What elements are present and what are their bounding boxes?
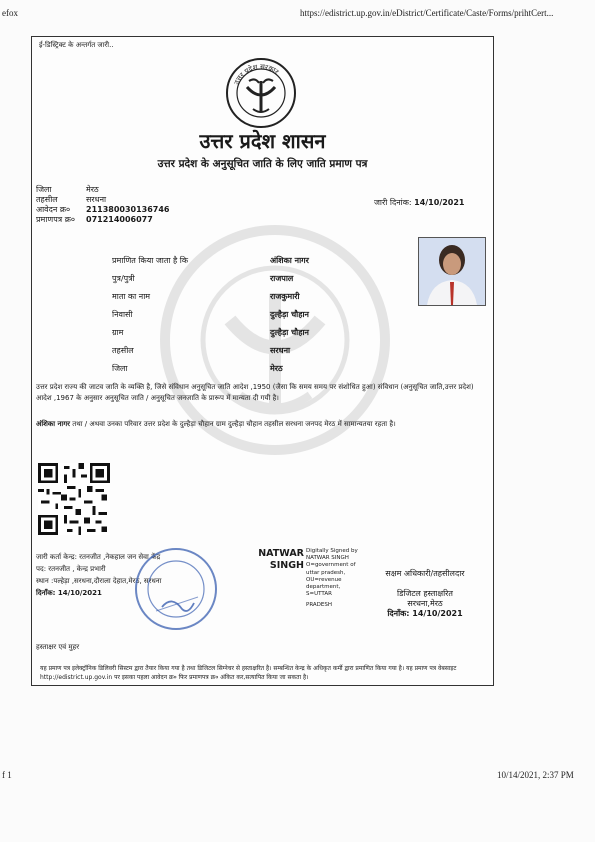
print-timestamp: 10/14/2021, 2:37 PM [497, 770, 574, 780]
meta-value: सरधना [86, 195, 107, 204]
signature-seal-label: हस्ताक्षर एवं मुहर [36, 643, 80, 651]
issuer-place: स्थान :पल्हेड़ा ,सरधना,दौराला देहात,मेरठ, सरधना [36, 577, 162, 585]
issue-date-label: जारी दिनांक: [374, 198, 412, 207]
details-value: दुल्हैड़ा चौहान [270, 310, 309, 319]
meta-label: प्रमाणपत्र क्र० [36, 215, 75, 224]
meta-value: मेरठ [86, 185, 99, 194]
authority-date: दिनाँक: 14/10/2021 [387, 609, 463, 618]
details-label: ग्राम [112, 328, 124, 337]
issued-under-note: ई-डिस्ट्रिक्ट के अन्तर्गत जारी.. [39, 41, 114, 49]
issuer-center: जारी कर्ता केन्द्र: रतनजीत ,नेकहाल जन सेवा केंद्र [36, 553, 161, 561]
signature-detail: S=UTTAR [306, 591, 332, 598]
residence-statement [36, 419, 488, 430]
residence-name: अंशिका नागर [36, 420, 71, 428]
signature-detail: NATWAR SINGH [306, 555, 349, 562]
issuer-date: दिनाँक: 14/10/2021 [36, 589, 102, 597]
details-value: मेरठ [270, 364, 283, 373]
details-row [112, 256, 412, 274]
browser-left-fragment: efox [2, 8, 18, 18]
applicant-photo [418, 237, 486, 306]
signature-detail: PRADESH [306, 602, 333, 609]
government-title: उत्तर प्रदेश शासन [199, 129, 326, 153]
certificate-statement: उत्तर प्रदेश राज्य की जाटव जाति के व्यक्ति है, जिसे संविधान अनुसूचित जाति आदेश ,1950 (जैसा कि समय समय पर संशोधित हुआ) संविधान (अनुसूचित जाति,उत्तर प्रदेश) आदेश ,1967 के अनुसार अनुसूचित जाति / अनुसूचित जनजाति के प्रारूप में मान्यता दी गयी है। [36, 383, 474, 402]
details-row [112, 274, 412, 292]
up-government-emblem-icon [225, 57, 297, 129]
meta-value: 211380030136746 [86, 205, 170, 214]
center-seal-stamp-icon [132, 545, 220, 633]
meta-label: तहसील [36, 195, 58, 204]
signature-detail: department, [306, 584, 341, 591]
details-table [112, 256, 412, 382]
details-value: सरधना [270, 346, 291, 355]
details-row [112, 292, 412, 310]
signer-name-line-1: NATWAR [258, 548, 304, 559]
caste-certificate [31, 36, 494, 686]
meta-block [36, 185, 170, 225]
details-label: माता का नाम [112, 292, 151, 301]
authority-block [370, 569, 480, 619]
details-label: पुत्र/पुत्री [112, 274, 135, 283]
details-row [112, 364, 412, 382]
meta-row-application-no [36, 205, 170, 215]
details-label: निवासी [112, 310, 133, 319]
meta-row-tehsil [36, 195, 170, 205]
issuer-post: पद: रतनजीत , केन्द्र प्रभारी [36, 565, 106, 573]
details-value: अंशिका नागर [270, 256, 309, 265]
issue-date-value: 14/10/2021 [414, 198, 465, 207]
digital-signature-details [306, 548, 358, 610]
details-row [112, 346, 412, 364]
details-value: राजपाल [270, 274, 294, 283]
browser-url[interactable]: https://edistrict.up.gov.in/eDistrict/Certificate/Caste/Forms/prihtCert... [300, 8, 554, 18]
details-row [112, 328, 412, 346]
signature-detail: uttar pradesh, [306, 569, 346, 576]
meta-label: जिला [36, 185, 52, 194]
certificate-footnote: यह प्रमाण पत्र इलेक्ट्रॉनिक डिलिवरी सिस्टम द्वारा तैयार किया गया है तथा डिजिटल सिग्नेचर से हस्ताक्षरित है। सम्बन्धित केन्द्र के अधिकृत कर्मी द्वारा प्रमाणित किया गया है। यह प्रमाण पत्र वेबसाइट http://edistrict.up.gov.in पर इसका पहला आवेदन क्र० फिर प्रमाणपत्र क्र० अंकित कर,सत्यापित किया जा सकता है। [40, 665, 457, 681]
meta-label: आवेदन क्र० [36, 205, 71, 214]
details-label: प्रमाणित किया जाता है कि [112, 256, 189, 265]
certificate-subtitle: उत्तर प्रदेश के अनुसूचित जाति के लिए जाति प्रमाण पत्र [157, 158, 368, 170]
sign-place: सरधना,मेरठ [407, 599, 443, 608]
signature-detail: Digitally Signed by [306, 548, 358, 554]
authority-title: सक्षम अधिकारी/तहसीलदार [385, 569, 465, 578]
qr-code-icon[interactable] [38, 463, 110, 535]
digital-sign-label: डिजिटल हस्ताक्षरित [397, 589, 453, 598]
details-value: दुल्हैड़ा चौहान [270, 328, 309, 337]
residence-text: तथा / अथवा उनका परिवार उत्तर प्रदेश के दुल्हैड़ा चौहान ग्राम दुल्हैड़ा चौहान तहसील सरधना जनपद मेरठ में सामान्यतया रहता है। [70, 420, 396, 428]
signer-name [254, 548, 304, 572]
details-label: जिला [112, 364, 128, 373]
details-value: राजकुमारी [270, 292, 300, 301]
signer-name-line-2: SINGH [269, 560, 304, 571]
signature-detail: OU=revenue [306, 576, 342, 583]
details-row [112, 310, 412, 328]
signature-detail: O=government of [306, 562, 356, 569]
person-photo-icon [419, 238, 485, 305]
issue-date [374, 198, 465, 208]
meta-row-certificate-no [36, 215, 170, 225]
details-label: तहसील [112, 346, 134, 355]
meta-row-district [36, 185, 170, 195]
emblem-text: उत्तर प्रदेश सरकार [232, 62, 281, 86]
meta-value: 071214006077 [86, 215, 153, 224]
page-indicator: f 1 [2, 770, 12, 780]
